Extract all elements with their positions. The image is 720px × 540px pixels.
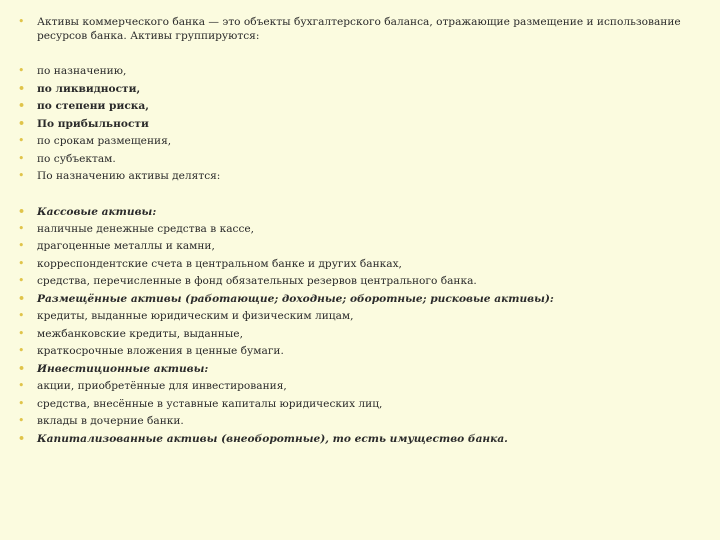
list-item-cash-2: • драгоценные металлы и камни, — [18, 238, 708, 254]
list-item-liquidity: • по ликвидности, — [18, 81, 708, 97]
list-item-placed-3: • краткосрочные вложения в ценные бумаги. — [18, 343, 708, 359]
heading-placed-assets: • Размещённые активы (работающие; доходные; оборотные; рисковые активы): — [18, 291, 708, 307]
list-item-terms: • по срокам размещения, — [18, 133, 708, 149]
list-item-invest-2: • средства, внесённые в уставные капиталы юридических лиц, — [18, 396, 708, 412]
list-item-risk: • по степени риска, — [18, 98, 708, 114]
list-item-invest-1: • акции, приобретённые для инвестирования, — [18, 378, 708, 394]
list-item-purpose-split: • По назначению активы делятся: — [18, 168, 708, 184]
heading-capitalized-assets: • Капитализованные активы (внеоборотные), то есть имущество банка. — [18, 431, 708, 447]
heading-investment-assets: • Инвестиционные активы: — [18, 361, 708, 377]
list-item-cash-3: • корреспондентские счета в центральном банке и других банках, — [18, 256, 708, 272]
list-item-profitability: • По прибыльности — [18, 116, 708, 132]
list-item-invest-3: • вклады в дочерние банки. — [18, 413, 708, 429]
list-item-cash-1: • наличные денежные средства в кассе, — [18, 221, 708, 237]
list-item-cash-4: • средства, перечисленные в фонд обязательных резервов центрального банка. — [18, 273, 708, 289]
list-item-placed-2: • межбанковские кредиты, выданные, — [18, 326, 708, 342]
list-item-subjects: • по субъектам. — [18, 151, 708, 167]
heading-cash-assets: • Кассовые активы: — [18, 204, 708, 220]
list-item-purpose: • по назначению, — [18, 63, 708, 79]
intro-paragraph: • Активы коммерческого банка — это объекты бухгалтерского баланса, отражающие размещение и использование ресурсов банка. Активы группируются: — [18, 15, 708, 43]
list-item-placed-1: • кредиты, выданные юридическим и физическим лицам, — [18, 308, 708, 324]
